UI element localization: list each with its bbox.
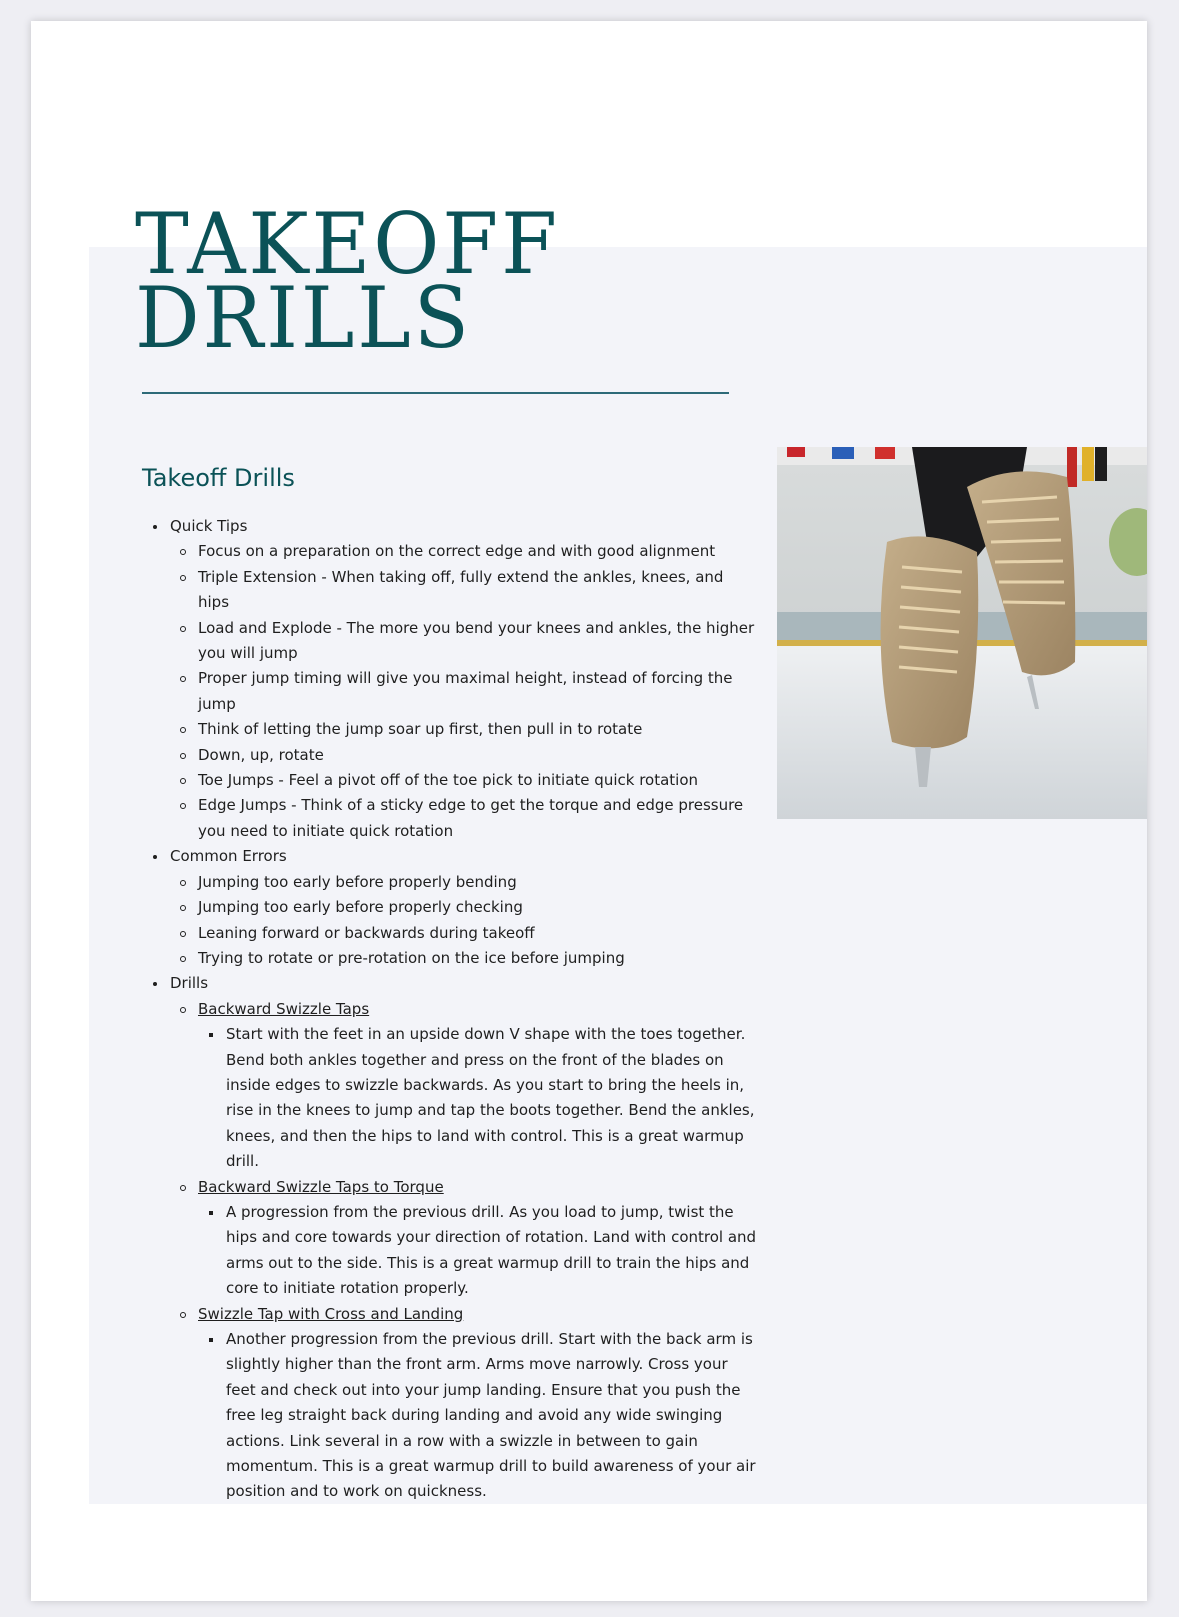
drill-link-swizzle-taps-to-torque[interactable]: Backward Swizzle Taps to Torque	[198, 1177, 444, 1196]
list-item-quick-tips	[142, 514, 758, 844]
title-line-1: TAKEOFF	[135, 195, 560, 293]
drill-link-swizzle-tap-cross-landing[interactable]: Swizzle Tap with Cross and Landing	[198, 1304, 464, 1323]
drills-list	[170, 997, 758, 1505]
list-item: Focus on a preparation on the correct edge and with good alignment	[170, 539, 758, 564]
quick-tips-label: Quick Tips	[170, 517, 248, 535]
list-item: Leaning forward or backwards during takeoff	[170, 921, 758, 946]
document-page	[31, 21, 1147, 1601]
common-errors-label: Common Errors	[170, 847, 287, 866]
drill-description: A progression from the previous drill. As you load to jump, twist the hips and core towards your direction of rotation. Land with control and arms out to the side. This is a great warmup drill to train the hips and core to initiate rotation properly.	[198, 1200, 758, 1302]
drill-details	[198, 1327, 758, 1505]
drills-label: Drills	[170, 974, 209, 993]
list-item: Jumping too early before properly checking	[170, 895, 758, 920]
list-item: Proper jump timing will give you maximal height, instead of forcing the jump	[170, 666, 758, 717]
title-divider	[142, 392, 729, 394]
list-item: Edge Jumps - Think of a sticky edge to get the torque and edge pressure you need to initiate quick rotation	[170, 793, 758, 844]
list-item: Trying to rotate or pre-rotation on the ice before jumping	[170, 946, 758, 971]
drills-content	[142, 514, 758, 1505]
title-line-2: DRILLS	[135, 269, 472, 367]
drill-description: Start with the feet in an upside down V shape with the toes together. Bend both ankles together and press on the front of the blades on inside edges to swizzle backwards. As you start to bring the heels in, rise in the knees to jump and tap the boots together. Bend the ankles, knees, and then the hips to land with control. This is a great warmup drill.	[198, 1022, 758, 1174]
main-list	[142, 514, 758, 1505]
drill-item	[170, 1175, 758, 1302]
common-errors-list	[170, 870, 758, 972]
drill-description: Another progression from the previous drill. Start with the back arm is slightly higher than the front arm. Arms move narrowly. Cross your feet and check out into your jump landing. Ensure that you push the free leg straight back during landing and avoid any wide swinging actions. Link several in a row with a swizzle in between to gain momentum. This is a great warmup drill to build awareness of your air position and to work on quickness.	[198, 1327, 758, 1505]
drill-item	[170, 1302, 758, 1505]
section-heading: Takeoff Drills	[142, 464, 295, 492]
page-title	[135, 195, 560, 367]
list-item: Down, up, rotate	[170, 743, 758, 768]
drill-details	[198, 1200, 758, 1302]
list-item: Triple Extension - When taking off, fully extend the ankles, knees, and hips	[170, 565, 758, 616]
quick-tips-list	[170, 539, 758, 844]
list-item-common-errors	[142, 844, 758, 971]
list-item: Toe Jumps - Feel a pivot off of the toe pick to initiate quick rotation	[170, 768, 758, 793]
drill-link-backward-swizzle-taps[interactable]: Backward Swizzle Taps	[198, 999, 370, 1018]
list-item: Load and Explode - The more you bend your knees and ankles, the higher you will jump	[170, 616, 758, 667]
drill-item	[170, 997, 758, 1175]
drill-details	[198, 1022, 758, 1174]
list-item: Jumping too early before properly bending	[170, 870, 758, 895]
ice-skates-photo	[777, 447, 1147, 819]
list-item-drills	[142, 971, 758, 1505]
list-item: Think of letting the jump soar up first, then pull in to rotate	[170, 717, 758, 742]
